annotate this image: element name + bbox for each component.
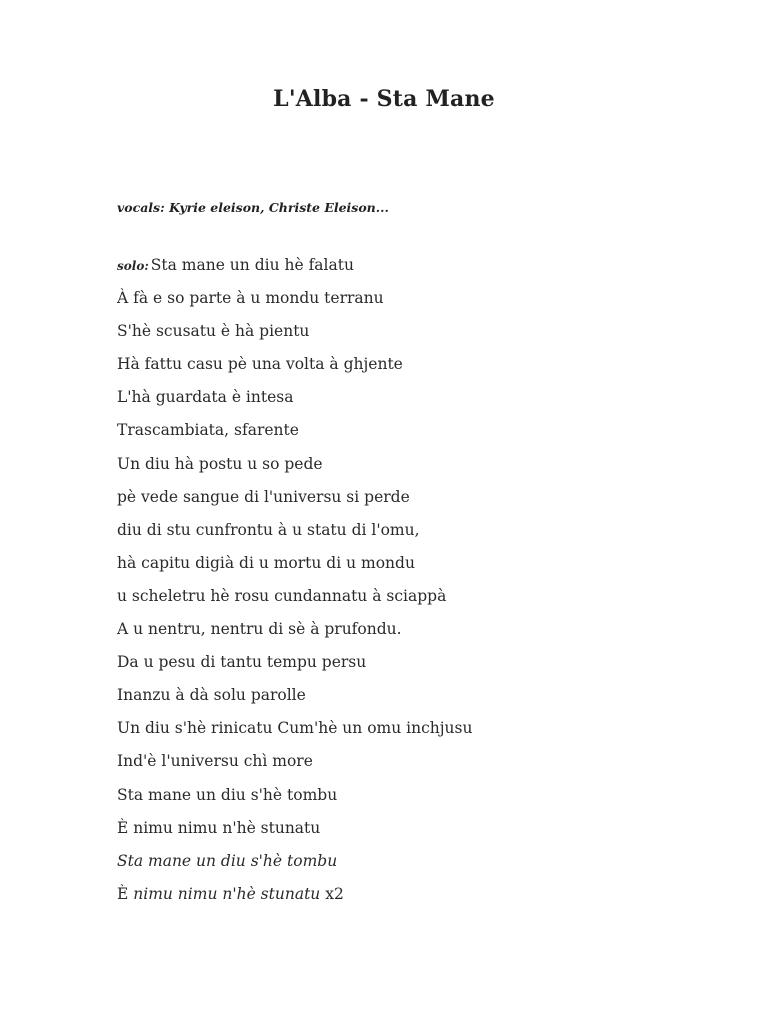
lyric-line <box>117 252 472 285</box>
repeat-marker: x2 <box>320 884 344 903</box>
lyric-line: u scheletru hè rosu cundannatu à sciappà <box>117 586 447 605</box>
lyric-line-repeat <box>117 881 472 914</box>
page-title: L'Alba - Sta Mane <box>273 86 495 112</box>
lyric-initial: È <box>117 884 129 903</box>
vocals-note: vocals: Kyrie eleison, Christe Eleison... <box>117 200 389 215</box>
lyric-line: S'hè scusatu è hà pientu <box>117 322 310 341</box>
lyric-line: À fà e so parte à u mondu terranu <box>117 289 384 308</box>
solo-tag: solo: <box>117 259 149 273</box>
lyric-line: diu di stu cunfrontu à u statu di l'omu, <box>117 520 420 539</box>
lyrics-list <box>117 252 472 914</box>
lyric-line-italic: Sta mane un diu s'hè tombu <box>117 851 338 870</box>
lyric-line: Inanzu à dà solu parolle <box>117 686 306 705</box>
lyric-line: pè vede sangue di l'universu si perde <box>117 487 410 506</box>
lyric-line: Hà fattu casu pè una volta à ghjente <box>117 355 403 374</box>
lyric-line: Un diu hà postu u so pede <box>117 454 323 473</box>
lyric-line: Sta mane un diu s'hè tombu <box>117 785 338 804</box>
lyric-text: nimu nimu n'hè stunatu <box>128 884 321 903</box>
lyric-line: È nimu nimu n'hè stunatu <box>117 818 321 837</box>
lyric-line: A u nentru, nentru di sè à prufondu. <box>117 620 402 639</box>
lyric-line: L'hà guardata è intesa <box>117 388 294 407</box>
lyric-line: hà capitu digià di u mortu di u mondu <box>117 553 415 572</box>
lyric-line: Da u pesu di tantu tempu persu <box>117 653 367 672</box>
lyric-line: Trascambiata, sfarente <box>117 421 299 440</box>
lyric-text: Sta mane un diu hè falatu <box>150 256 354 274</box>
lyric-line: Ind'è l'universu chì more <box>117 752 313 771</box>
lyric-line: Un diu s'hè rinicatu Cum'hè un omu inchjusu <box>117 719 473 738</box>
